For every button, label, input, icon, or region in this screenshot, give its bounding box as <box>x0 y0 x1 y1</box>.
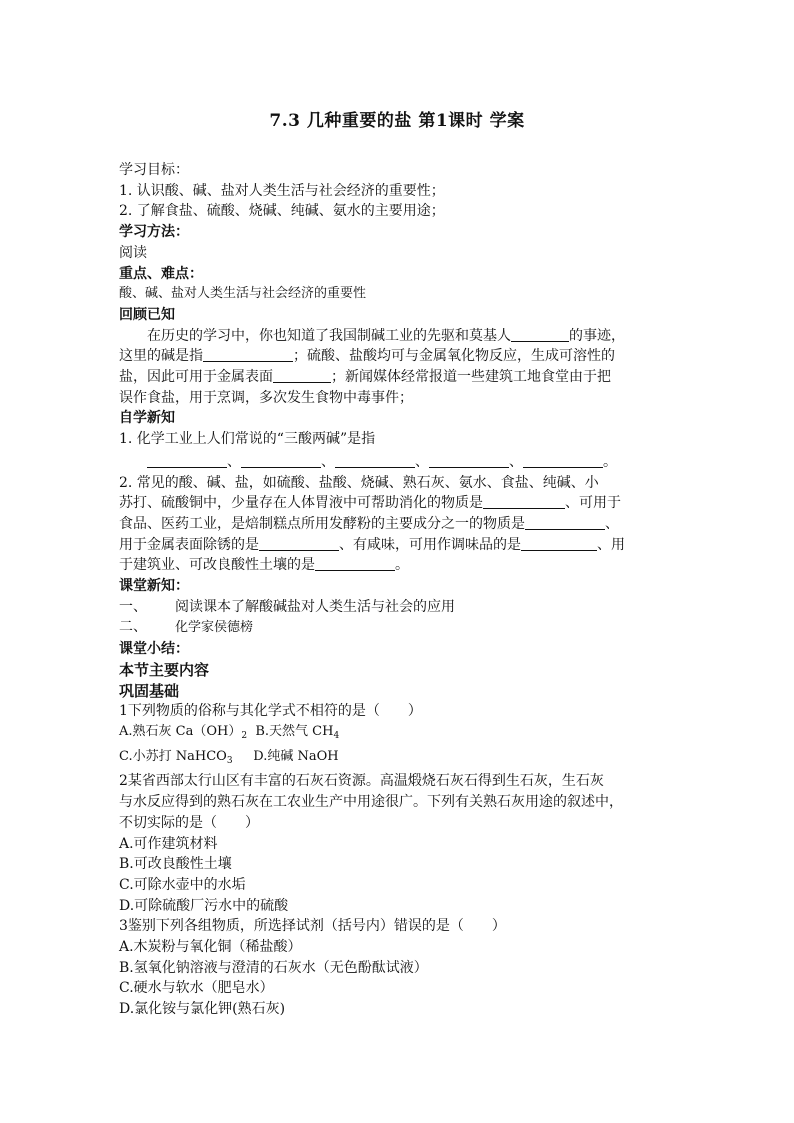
fill-blank[interactable] <box>315 556 395 571</box>
fill-blank[interactable] <box>273 368 331 383</box>
self-question-2-line-3 <box>119 514 679 535</box>
separator: 、 <box>415 453 429 470</box>
objective-1: 1. 认识酸、碱、盐对人类生活与社会经济的重要性； <box>119 182 445 199</box>
fill-blank[interactable] <box>521 536 597 551</box>
question-3-option-d: D.氯化铵与氯化钾(熟石灰) <box>119 1001 286 1018</box>
fill-blank[interactable] <box>335 453 415 468</box>
fill-blank[interactable] <box>523 453 603 468</box>
question-2-option-b: B.可改良酸性土壤 <box>119 856 232 873</box>
question-2-line-3: 不切实际的是（ ） <box>119 814 259 831</box>
class-item-2 <box>119 617 679 639</box>
fill-blank[interactable] <box>147 453 227 468</box>
subscript: 2 <box>241 730 248 741</box>
review-text: ；硫酸、盐酸均可与金属氧化物反应，生成可溶性的 <box>293 348 615 365</box>
objective-2: 2. 了解食盐、硫酸、烧碱、纯碱、氨水的主要用途； <box>119 203 445 220</box>
question-1-options-ab <box>119 722 679 747</box>
question-3: 3鉴别下列各组物质，所选择试剂（括号内）错误的是（ ） <box>119 918 506 935</box>
consolidate-heading: 巩固基础 <box>119 681 180 700</box>
question-2-option-d: D.可除硫酸厂污水中的硫酸 <box>119 897 289 914</box>
item-number: 二、 <box>119 619 147 636</box>
separator: 、 <box>321 453 335 470</box>
question-text: 。 <box>395 557 409 574</box>
question-text: 苏打、硫酸铜中，少量存在人体胃液中可帮助消化的物质是 <box>119 495 483 512</box>
review-text: 在历史的学习中，你也知道了我国制碱工业的先驱和莫基人 <box>147 327 511 344</box>
question-2-option-c: C.可除水壶中的水垢 <box>119 876 246 893</box>
question-3-option-a: A.木炭粉与氧化铜（稀盐酸） <box>119 939 302 956</box>
review-line-3 <box>119 367 679 388</box>
question-2-line-1: 2某省西部太行山区有丰富的石灰石资源。高温煅烧石灰石得到生石灰，生石灰 <box>119 773 604 790</box>
self-question-2-line-1: 2. 常见的酸、碱、盐，如硫酸、盐酸、烧碱、熟石灰、氨水、食盐、纯碱、小 <box>119 474 599 491</box>
fill-blank[interactable] <box>241 453 321 468</box>
option-b: B.天然气 CH <box>255 723 334 739</box>
key-heading: 重点、难点： <box>119 265 203 282</box>
item-number: 一、 <box>119 598 147 615</box>
self-study-heading: 自学新知 <box>119 410 175 427</box>
subscript: 4 <box>333 730 340 741</box>
self-question-2-line-4 <box>119 535 679 556</box>
separator: 。 <box>603 453 617 470</box>
fill-blank[interactable] <box>525 515 605 530</box>
review-text: ；新闻媒体经常报道一些建筑工地食堂由于把 <box>331 369 611 386</box>
separator: 、 <box>509 453 523 470</box>
question-text: 于建筑业、可改良酸性土壤的是 <box>119 557 315 574</box>
page-title: 7.3 几种重要的盐 第1课时 学案 <box>269 111 525 131</box>
separator: 、 <box>227 453 241 470</box>
class-new-heading: 课堂新知： <box>119 578 189 595</box>
fill-blank[interactable] <box>483 494 565 509</box>
option-a: A.熟石灰 Ca（OH） <box>119 723 242 739</box>
self-question-1: 1. 化学工业上人们常说的“三酸两碱”是指 <box>119 431 376 448</box>
review-heading: 回顾已知 <box>119 306 175 323</box>
document-body <box>119 160 679 1020</box>
fill-blank[interactable] <box>429 453 509 468</box>
question-1-options-cd <box>119 747 679 772</box>
option-d: D.纯碱 NaOH <box>253 748 339 764</box>
fill-blank[interactable] <box>259 536 339 551</box>
review-line-1 <box>119 326 679 347</box>
review-text: 的事迹， <box>569 327 625 344</box>
item-text: 阅读课本了解酸碱盐对人类生活与社会的应用 <box>175 598 455 615</box>
question-text: 、用 <box>597 536 625 553</box>
question-text: 食品、医药工业，是焙制糕点所用发酵粉的主要成分之一的物质是 <box>119 515 525 532</box>
objectives-heading: 学习目标： <box>119 162 189 178</box>
option-c: C.小苏打 NaHCO <box>119 748 227 764</box>
self-question-2-line-5 <box>119 555 679 576</box>
key-text: 酸、碱、盐对人类生活与社会经济的重要性 <box>119 286 367 302</box>
question-text: 、 <box>605 515 619 532</box>
subscript: 3 <box>226 755 233 766</box>
self-question-1-blanks <box>119 452 679 473</box>
method-heading: 学习方法： <box>119 224 189 241</box>
question-text: 、有咸味，可用作调味品的是 <box>339 536 521 553</box>
review-line-4: 误作食盐，用于烹调，多次发生食物中毒事件； <box>119 389 413 406</box>
review-text: 这里的碱是指 <box>119 348 203 365</box>
question-2-option-a: A.可作建筑材料 <box>119 835 218 852</box>
main-content-heading: 本节主要内容 <box>119 660 210 679</box>
class-item-1 <box>119 597 679 618</box>
question-text: 、可用于 <box>565 495 621 512</box>
summary-heading: 课堂小结： <box>119 641 189 658</box>
question-3-option-c: C.硬水与软水（肥皂水） <box>119 980 274 997</box>
self-question-2-line-2 <box>119 493 679 514</box>
item-text: 化学家侯德榜 <box>175 620 254 636</box>
question-text: 用于金属表面除锈的是 <box>119 536 259 553</box>
question-1: 1下列物质的俗称与其化学式不相符的是（ ） <box>119 703 422 720</box>
fill-blank[interactable] <box>203 347 293 362</box>
review-text: 盐，因此可用于金属表面 <box>119 369 273 386</box>
question-3-option-b: B.氢氧化钠溶液与澄清的石灰水（无色酚酞试液） <box>119 959 428 976</box>
review-line-2 <box>119 346 679 367</box>
fill-blank[interactable] <box>511 327 569 342</box>
question-2-line-2: 与水反应得到的熟石灰在工农业生产中用途很广。下列有关熟石灰用途的叙述中， <box>119 794 623 811</box>
method-text: 阅读 <box>119 244 147 261</box>
